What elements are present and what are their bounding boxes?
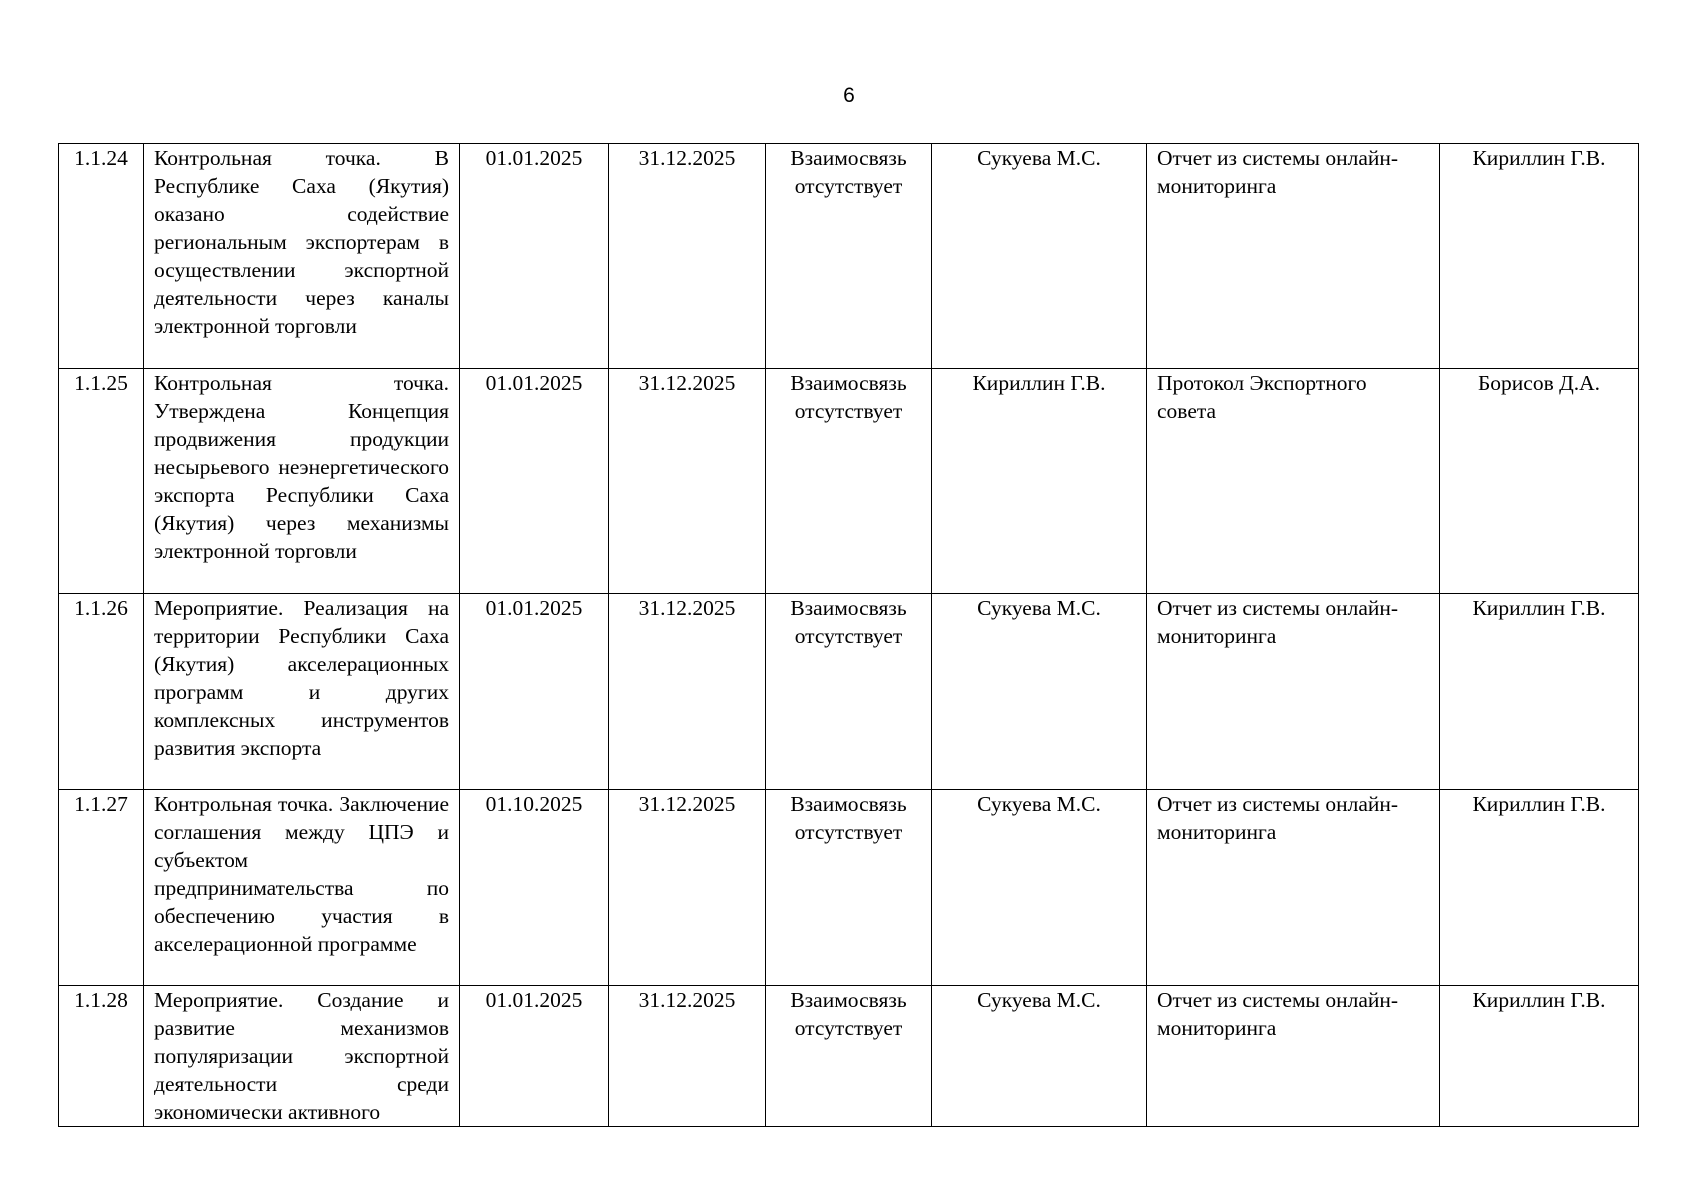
start-date: 01.01.2025 (460, 986, 609, 1127)
row-number: 1.1.28 (59, 986, 144, 1127)
relationship: Взаимосвязь отсутствует (766, 986, 932, 1127)
row-number: 1.1.25 (59, 369, 144, 594)
relationship: Взаимосвязь отсутствует (766, 144, 932, 369)
event-name: Мероприятие. Реализация на территории Республики Саха (Якутия) акселерационных программ и других комплексных инструментов развития экспорта (144, 594, 460, 790)
row-number: 1.1.24 (59, 144, 144, 369)
approver: Кириллин Г.В. (1440, 790, 1639, 986)
result-document: Отчет из системы онлайн-мониторинга (1147, 986, 1440, 1127)
responsible-person: Сукуева М.С. (932, 594, 1147, 790)
responsible-person: Сукуева М.С. (932, 790, 1147, 986)
page-number: 6 (843, 84, 855, 107)
row-number: 1.1.26 (59, 594, 144, 790)
event-name: Мероприятие. Создание и развитие механизмов популяризации экспортной деятельности среди экономически активного (144, 986, 460, 1127)
table-row (59, 986, 1639, 1127)
end-date: 31.12.2025 (609, 790, 766, 986)
approver: Кириллин Г.В. (1440, 144, 1639, 369)
end-date: 31.12.2025 (609, 369, 766, 594)
start-date: 01.01.2025 (460, 594, 609, 790)
start-date: 01.01.2025 (460, 144, 609, 369)
start-date: 01.10.2025 (460, 790, 609, 986)
relationship: Взаимосвязь отсутствует (766, 369, 932, 594)
table-row (59, 144, 1639, 369)
result-document: Протокол Экспортного совета (1147, 369, 1440, 594)
responsible-person: Кириллин Г.В. (932, 369, 1147, 594)
start-date: 01.01.2025 (460, 369, 609, 594)
event-name: Контрольная точка. Утверждена Концепция продвижения продукции несырьевого неэнергетического экспорта Республики Саха (Якутия) через механизмы электронной торговли (144, 369, 460, 594)
table-row (59, 594, 1639, 790)
row-number: 1.1.27 (59, 790, 144, 986)
result-document: Отчет из системы онлайн-мониторинга (1147, 144, 1440, 369)
responsible-person: Сукуева М.С. (932, 986, 1147, 1127)
end-date: 31.12.2025 (609, 144, 766, 369)
table-row (59, 369, 1639, 594)
approver: Кириллин Г.В. (1440, 986, 1639, 1127)
approver: Кириллин Г.В. (1440, 594, 1639, 790)
end-date: 31.12.2025 (609, 986, 766, 1127)
event-name: Контрольная точка. В Республике Саха (Якутия) оказано содействие региональным экспортерам в осуществлении экспортной деятельности через каналы электронной торговли (144, 144, 460, 369)
responsible-person: Сукуева М.С. (932, 144, 1147, 369)
approver: Борисов Д.А. (1440, 369, 1639, 594)
result-document: Отчет из системы онлайн-мониторинга (1147, 790, 1440, 986)
result-document: Отчет из системы онлайн-мониторинга (1147, 594, 1440, 790)
plan-table (58, 143, 1639, 1127)
event-name: Контрольная точка. Заключение соглашения между ЦПЭ и субъектом предпринимательства по обеспечению участия в акселерационной программе (144, 790, 460, 986)
table-row (59, 790, 1639, 986)
end-date: 31.12.2025 (609, 594, 766, 790)
relationship: Взаимосвязь отсутствует (766, 594, 932, 790)
relationship: Взаимосвязь отсутствует (766, 790, 932, 986)
